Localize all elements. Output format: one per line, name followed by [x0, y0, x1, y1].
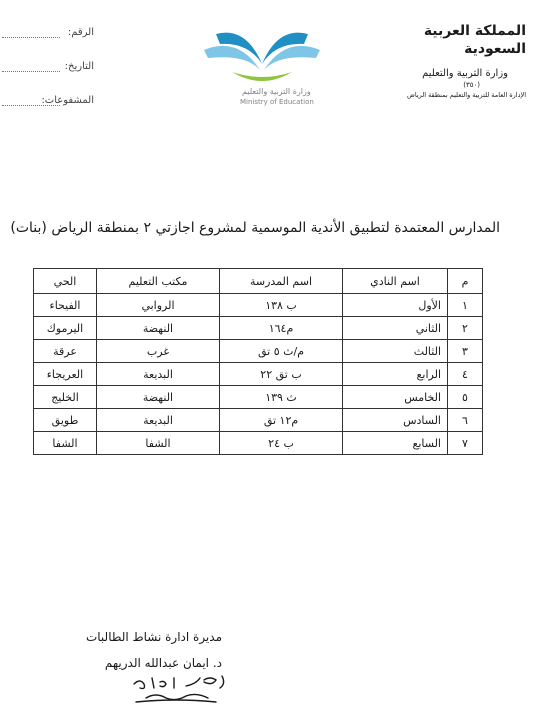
kingdom-name: المملكة العربية السعودية [423, 23, 526, 57]
table-row [34, 294, 483, 317]
field-label: المشفوعات: [41, 95, 94, 106]
table-cell: الرابع [343, 363, 448, 386]
table-cell: ب تق ٢٢ [220, 363, 343, 386]
column-header: اسم النادي [343, 269, 448, 294]
table-cell: السابع [343, 432, 448, 455]
table-cell: غرب [97, 340, 220, 363]
field-date [2, 61, 94, 95]
ministry-name: وزارة التربية والتعليم [422, 68, 508, 79]
signatory-name: د. ايمان عبدالله الدريهم [104, 656, 222, 670]
table-cell: الشفا [97, 432, 220, 455]
header-right [366, 22, 526, 99]
signature-block [2, 624, 222, 676]
table-cell: عرقة [34, 340, 97, 363]
table-cell: ٣ [448, 340, 483, 363]
field-label: التاريخ: [64, 61, 94, 72]
ministry-code: (٣٥٠) [463, 81, 480, 89]
field-label: الرقم: [67, 27, 94, 38]
table-cell: ٦ [448, 409, 483, 432]
table-cell: الخامس [343, 386, 448, 409]
table-cell: الفيحاء [34, 294, 97, 317]
table-cell: ٧ [448, 432, 483, 455]
table-cell: النهضة [97, 317, 220, 340]
table-cell: م/ث ٥ تق [220, 340, 343, 363]
table-cell: البديعة [97, 409, 220, 432]
table-cell: الثالث [343, 340, 448, 363]
table-cell: الثاني [343, 317, 448, 340]
table-cell: النهضة [97, 386, 220, 409]
department-name: الإدارة العامة للتربية والتعليم بمنطقة الرياض [406, 91, 526, 99]
table-cell: ٤ [448, 363, 483, 386]
schools-table [33, 268, 483, 455]
table-cell: الروابي [97, 294, 220, 317]
handwritten-signature-icon [126, 672, 246, 706]
table-cell: السادس [343, 409, 448, 432]
document-title: المدارس المعتمدة لتطبيق الأندية الموسمية لمشروع اجازتي ٢ بمنطقة الرياض (بنات) [10, 220, 500, 236]
table-cell: ١ [448, 294, 483, 317]
table-cell: ب ١٣٨ [220, 294, 343, 317]
table-row [34, 432, 483, 455]
field-attachments [2, 95, 94, 129]
reference-fields [2, 27, 94, 129]
logo-text-arabic: وزارة التربية والتعليم [242, 87, 311, 96]
table-row [34, 363, 483, 386]
table-cell: الأول [343, 294, 448, 317]
table-cell: ٢ [448, 317, 483, 340]
field-number [2, 27, 94, 61]
signatory-role: مديرة ادارة نشاط الطالبات [85, 630, 222, 644]
table-cell: الشفا [34, 432, 97, 455]
table-cell: م١٢ تق [220, 409, 343, 432]
dotted-line [2, 37, 60, 38]
table-cell: طويق [34, 409, 97, 432]
table-cell: العريجاء [34, 363, 97, 386]
table-row [34, 340, 483, 363]
column-header: مكتب التعليم [97, 269, 220, 294]
column-header: م [448, 269, 483, 294]
table-cell: البديعة [97, 363, 220, 386]
table-cell: الخليج [34, 386, 97, 409]
table-row [34, 409, 483, 432]
table-cell: ب ٢٤ [220, 432, 343, 455]
table-row [34, 317, 483, 340]
table-header-row [34, 269, 483, 294]
table-row [34, 386, 483, 409]
table-cell: اليرموك [34, 317, 97, 340]
table-cell: م١٦٤ [220, 317, 343, 340]
column-header: اسم المدرسة [220, 269, 343, 294]
logo-text-english: Ministry of Education [240, 98, 314, 106]
table-cell: ث ١٣٩ [220, 386, 343, 409]
dotted-line [2, 105, 60, 106]
column-header: الحي [34, 269, 97, 294]
table-cell: ٥ [448, 386, 483, 409]
dotted-line [2, 71, 60, 72]
